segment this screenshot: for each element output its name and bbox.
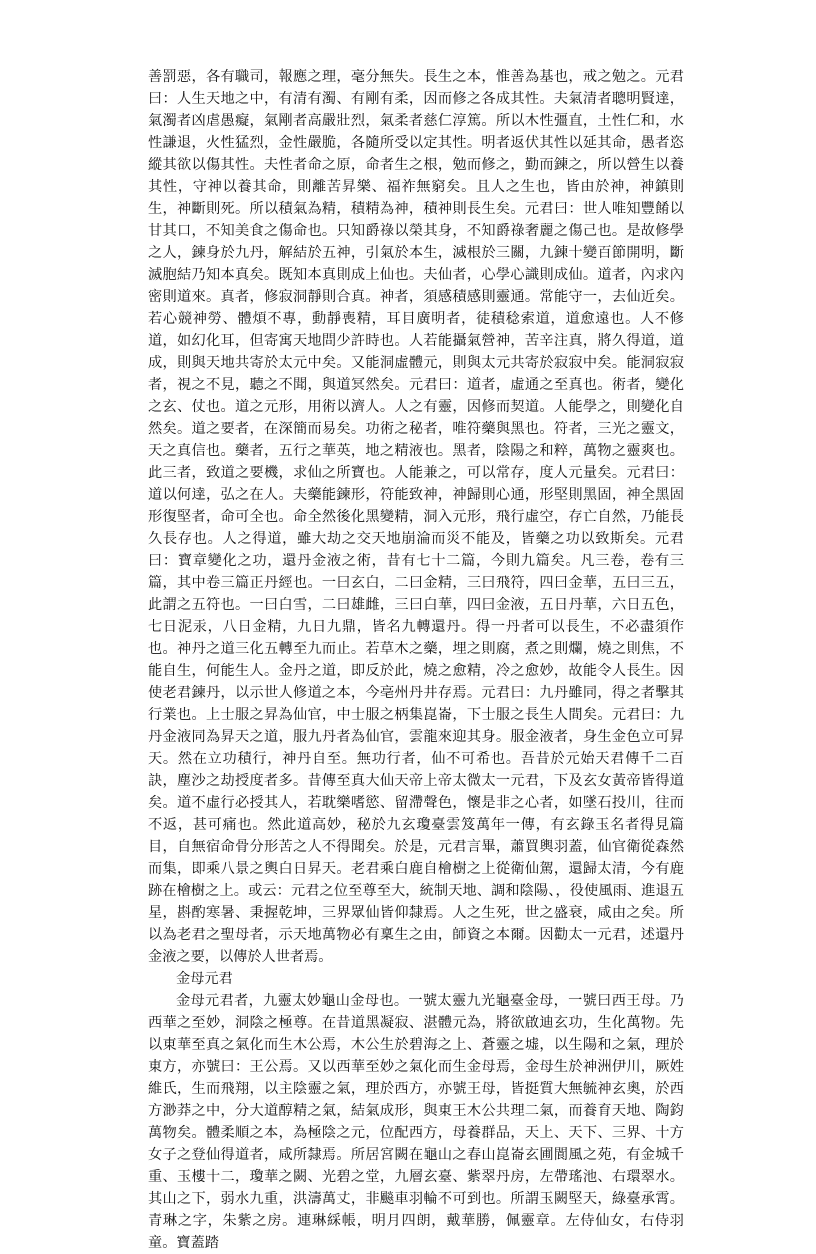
paragraph-2: 金母元君者，九靈太妙龜山金母也。一號太靈九光龜臺金母，一號曰西王母。乃西華之至妙，洞陰之極尊。在昔道黑凝寂、湛體元為，將欲啟迪玄功，生化萬物。先以東華至真之氣化而生木公焉，木公生於碧海之上、蒼靈之墟，以生陽和之氣，理於東方，亦號曰：王公焉。又以西華至妙之氣化而生金母焉，金母生於神洲伊川，厥姓維氏，生而飛翔，以主陰靈之氣，理於西方，亦號王母，皆挺質大無毓神玄奧，於西方渺莽之中，分大道醇精之氣，結氣成形，與東王木公共理二氣，而養育天地、陶鈞萬物矣。體柔順之本，為極陰之元，位配西方，母養群品，天上、天下、三界、十方女子之登仙得道者，咸所隸焉。所居宮闕在龜山之春山崑崙玄圃閬風之苑，有金城千重、玉樓十二，瓊華之闕、光碧之堂，九層玄臺、紫翠丹房，左帶瑤池、右環翠水。其山之下，弱水九重，洪濤萬丈，非飈車羽輪不可到也。所謂玉闕堅天，綠臺承霄。青琳之字，朱紫之房。連琳綵帳，明月四朗，戴華勝，佩靈章。左侍仙女，右侍羽童。寶蓋踏 — [148, 993, 684, 1251]
paragraph-1: 善罰惡，各有職司，報應之理，毫分無失。長生之本，惟善為基也，戒之勉之。元君曰：人生天地之中，有清有濁、有剛有柔，因而修之各成其性。夫氣清者聰明賢達，氣濁者凶虐愚癡，氣剛者高嚴壯烈，氣柔者慈仁淳篤。所以木性彊直，土性仁和，水性謙退，火性猛烈，金性嚴脆，各隨所受以定其性。明者返伏其性以延其命，愚者恣縱其欲以傷其性。夫性者命之原，命者生之根，勉而修之，勤而鍊之，所以營生以養其性，守神以養其命，則離苦昇樂、福祚無窮矣。且人之生也，皆由於神，神鎮則生，神斷則死。所以積氣為精，積精為神，積神則長生矣。元君曰：世人唯知豐餚以甘其口，不知美食之傷命也。只知爵祿以榮其身，不知爵祿奢麗之傷己也。是故修學之人，鍊身於九丹，解結於五神，引氣於本生，滅根於三關，九鍊十變百節開明，斷滅胞結乃知本真矣。既知本真則成上仙也。夫仙者，心學心識則成仙。道者，內求內密則道來。真者，修寂洞靜則合真。神者，須感積感則靈通。常能守一，去仙近矣。若心競神勞、體煩不專，動靜喪精，耳目廣明者，徒積稔索道，道愈遠也。人不修道，如幻化耳，但寄寓天地問少許時也。人若能攝氣營神，苦辛注真，將久得道，道成，則與天地共寄於太元中矣。又能洞虛體元，則與太元共寄於寂寂中矣。能洞寂寂者，視之不見，聽之不聞，與道冥然矣。元君曰：道者，虛通之至真也。術者，變化之玄、仗也。道之元形，用術以濟人。人之有靈，因修而契道。人能學之，則變化自然矣。道之要者，在深簡而易矣。功術之秘者，唯符藥與黑也。符者，三光之靈文，天之真信也。藥者，五行之華英，地之精液也。黑者，陰陽之和粹，萬物之靈爽也。此三者，致道之要機，求仙之所寶也。人能兼之，可以常存，度人元量矣。元君曰：道以何達，弘之在人。夫藥能鍊形，符能致神，神歸則心通，形堅則黑固，神全黑固形復堅者，命可全也。命全然後化黑變精，洞入元形，飛行虛空，存亡自然，乃能長久長存也。人之得道，雖大劫之交天地崩淪而災不能及，皆藥之功以致斯矣。元君曰：寶章變化之功，還丹金液之術，昔有七十二篇，今則九篇矣。凡三卷，卷有三篇，其中卷三篇正丹經也。一曰玄白，二曰金精，三曰飛符，四曰金華，五曰三五，此謂之五符也。一曰白雪，二曰雄雌，三曰白華，四曰金液，五日丹華，六日五色，七日泥汞，八日金精，九日九鼎，皆名九轉還丹。得一丹者可以長生，不必盡須作也。神丹之道三化五轉至九而止。若草木之藥，埋之則腐，煮之則爛，燒之則焦，不能自生，何能生人。金丹之道，即反於此，燒之愈精，冷之愈妙，故能令人長生。因使老君鍊丹，以示世人修道之本，今亳州丹井存焉。元君曰：九丹雖同，得之者擊其行業也。上士服之昇為仙官，中士服之柄集崑崙，下士服之長生人間矣。元君曰：九丹金液同為昇天之道，服九丹者為仙官，雲龍來迎其身。服金液者，身生金色立可昇天。然在立功積行，神丹自至。無功行者，仙不可希也。吾昔於元始天君傳千二百訣，塵沙之劫授度者多。昔傳至真大仙天帝上帝太微太一元君，下及玄女黃帝皆得道矣。道不虛行必授其人，若耽樂嗜慾、留滯聲色，懷是非之心者，如墜石投川，往而不返，甚可痛也。然此道高妙，秘於九玄瓊臺雲笈萬年一傳，有玄錄玉名者得見篇目，自無宿命骨分形苦之人不得聞矣。於是，元君言畢，蕭買輿羽蓋，仙官衛從森然而集，即乘八景之輿白日昇天。老君乘白鹿自檜樹之上從衛仙駕，還歸太清，今有鹿跡在檜樹之上。或云：元君之位至尊至大，統制天地、調和陰陽、，役使風雨、進退五星，斟酌寒暑、秉握乾坤，三界眾仙皆仰隸焉。人之生死，世之盛衰，咸由之矣。所以為老君之聖母者，示天地萬物必有稟生之由，師資之本爾。因勸太一元君，述還丹金液之要，以傳於人世者焉。 — [148, 69, 684, 965]
section-heading: 金母元君 — [176, 971, 233, 987]
document-body — [148, 66, 684, 1254]
